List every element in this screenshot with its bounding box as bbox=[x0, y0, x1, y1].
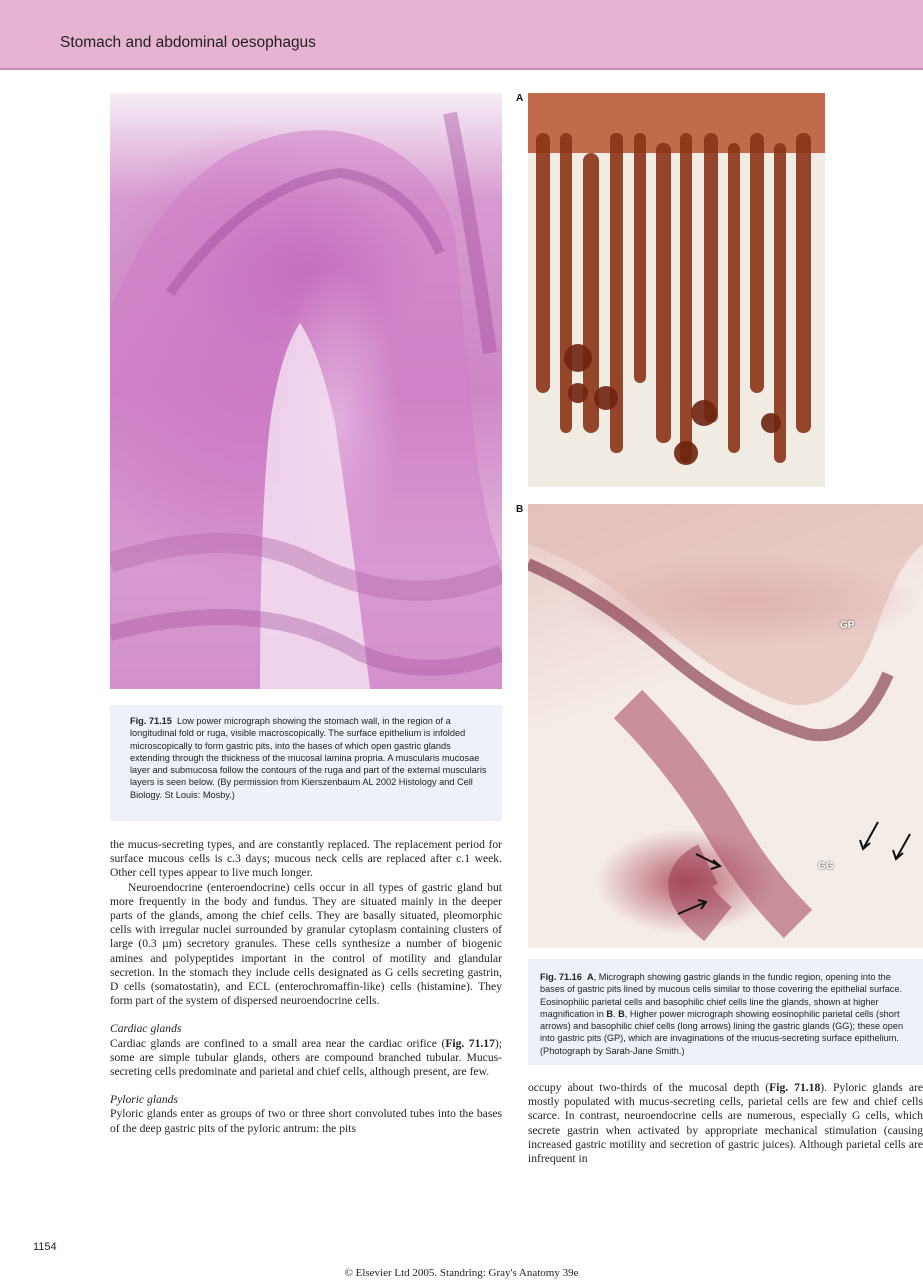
label-gg: GG bbox=[818, 861, 834, 872]
fig-71-15-caption-text: Low power micrograph showing the stomach wall, in the region of a longitudinal fold or ruga, visible macroscopically. The surface epithelium is infolded microscopically to form gastric pits, into the bases of which open gastric glands extending through the thickness of the mucosal lamina propria. A muscularis mucosae layer and submucosa follow the contours of the ruga and part of the external muscularis layers is seen below. (By permission from Kierszenbaum AL 2002 Histology and Cell Biology. St Louis: Mosby.) bbox=[130, 716, 487, 800]
header-title: Stomach and abdominal oesophagus bbox=[60, 34, 316, 51]
paragraph-pyloric-glands: Pyloric glands enter as groups of two or three short convoluted tubes into the bases of the deep gastric pits of the pyloric antrum: the pits bbox=[110, 1107, 502, 1135]
cardiac-text-post: ); some are simple tubular glands, others are compound branched tubular. Mucus-secreting cells predominate and parietal and chief cells, although present, are few. bbox=[110, 1036, 502, 1079]
right-column-text bbox=[528, 1081, 923, 1166]
right-text-post: ). Pyloric glands are mostly populated with mucus-secreting cells, parietal cells are few and chief cells scarce. In contrast, neuroendocrine cells are numerous, especially G cells, which secrete gastrin when activated by appropriate mechanical stimulation (causing increased gastric motility and secretion of gastric juices). Although parietal cells are infrequent in bbox=[528, 1081, 923, 1166]
fig-71-16-caption bbox=[528, 959, 923, 1065]
fig-71-17-ref[interactable]: Fig. 71.17 bbox=[445, 1036, 495, 1050]
page-header bbox=[0, 0, 923, 70]
caption-separator: . bbox=[613, 1008, 619, 1019]
fig-71-15-caption bbox=[110, 705, 502, 821]
heading-pyloric-glands: Pyloric glands bbox=[110, 1093, 178, 1107]
cardiac-text-pre: Cardiac glands are confined to a small area near the cardiac orifice ( bbox=[110, 1036, 446, 1050]
copyright-footer: © Elsevier Ltd 2005. Standring: Gray's Anatomy 39e bbox=[344, 1267, 579, 1279]
heading-cardiac-glands: Cardiac glands bbox=[110, 1022, 182, 1036]
caption-a-text: , Micrograph showing gastric glands in the fundic region, opening into the bases of gastric pits lined by mucous cells similar to those covering the epithelial surface. Eosinophilic parietal cells and basophilic chief cells line the glands, shown at higher magnification in bbox=[540, 972, 903, 1019]
caption-b-letter: B bbox=[618, 1008, 625, 1019]
ruga-illustration bbox=[110, 93, 502, 689]
fig-71-16-label: Fig. 71.16 bbox=[540, 972, 582, 982]
paragraph-pyloric-continued bbox=[528, 1081, 923, 1166]
left-column-text bbox=[110, 838, 502, 1136]
panel-a-letter: A bbox=[516, 93, 524, 104]
fig-71-16a-micrograph bbox=[528, 93, 825, 487]
right-text-pre: occupy about two-thirds of the mucosal depth ( bbox=[528, 1081, 770, 1094]
caption-b-ref: B bbox=[606, 1008, 614, 1019]
paragraph-replacement: the mucus-secreting types, and are constantly replaced. The replacement period for surface mucous cells is c.3 days; mucous neck cells are replaced after c.1 week. Other cell types appear to live much longer. bbox=[110, 838, 502, 880]
panel-b-letter: B bbox=[516, 504, 524, 515]
fig-71-16b-micrograph bbox=[528, 504, 923, 948]
gastric-glands-illustration bbox=[528, 93, 825, 487]
page-number: 1154 bbox=[33, 1241, 57, 1253]
gastric-pit-illustration bbox=[528, 504, 923, 948]
paragraph-cardiac-glands bbox=[110, 1037, 502, 1080]
caption-b-text: , Higher power micrograph showing eosinophilic parietal cells (short arrows) and basophilic chief cells (long arrows) lining the gastric glands (GG); these open into gastric pits (GP), which are invaginations of the mucus-secreting surface epithelium. (Photograph by Sarah-Jane Smith.) bbox=[540, 1008, 904, 1056]
fig-71-15-label: Fig. 71.15 bbox=[130, 716, 172, 726]
fig-71-15-micrograph bbox=[110, 93, 502, 689]
fig-71-18-ref[interactable]: Fig. 71.18 bbox=[769, 1081, 821, 1094]
paragraph-neuroendocrine: Neuroendocrine (enteroendocrine) cells occur in all types of gastric gland but more frequently in the body and fundus. They are situated mainly in the deeper parts of the glands, among the chief cells. They are basally situated, pleomorphic cells with irregular nuclei surrounded by granular cytoplasm containing clusters of large (0.3 µm) secretory granules. These cells synthesize a number of biogenic amines and polypeptides important in the control of motility and glandular secretion. In the stomach they include cells designated as G cells secreting gastrin, D cells (somatostatin), and ECL (enterochromaffin-like) cells (histamine). They form part of the system of dispersed neuroendocrine cells. bbox=[110, 880, 502, 1008]
caption-a-letter: A bbox=[586, 972, 594, 982]
label-gp: GP bbox=[840, 620, 855, 631]
